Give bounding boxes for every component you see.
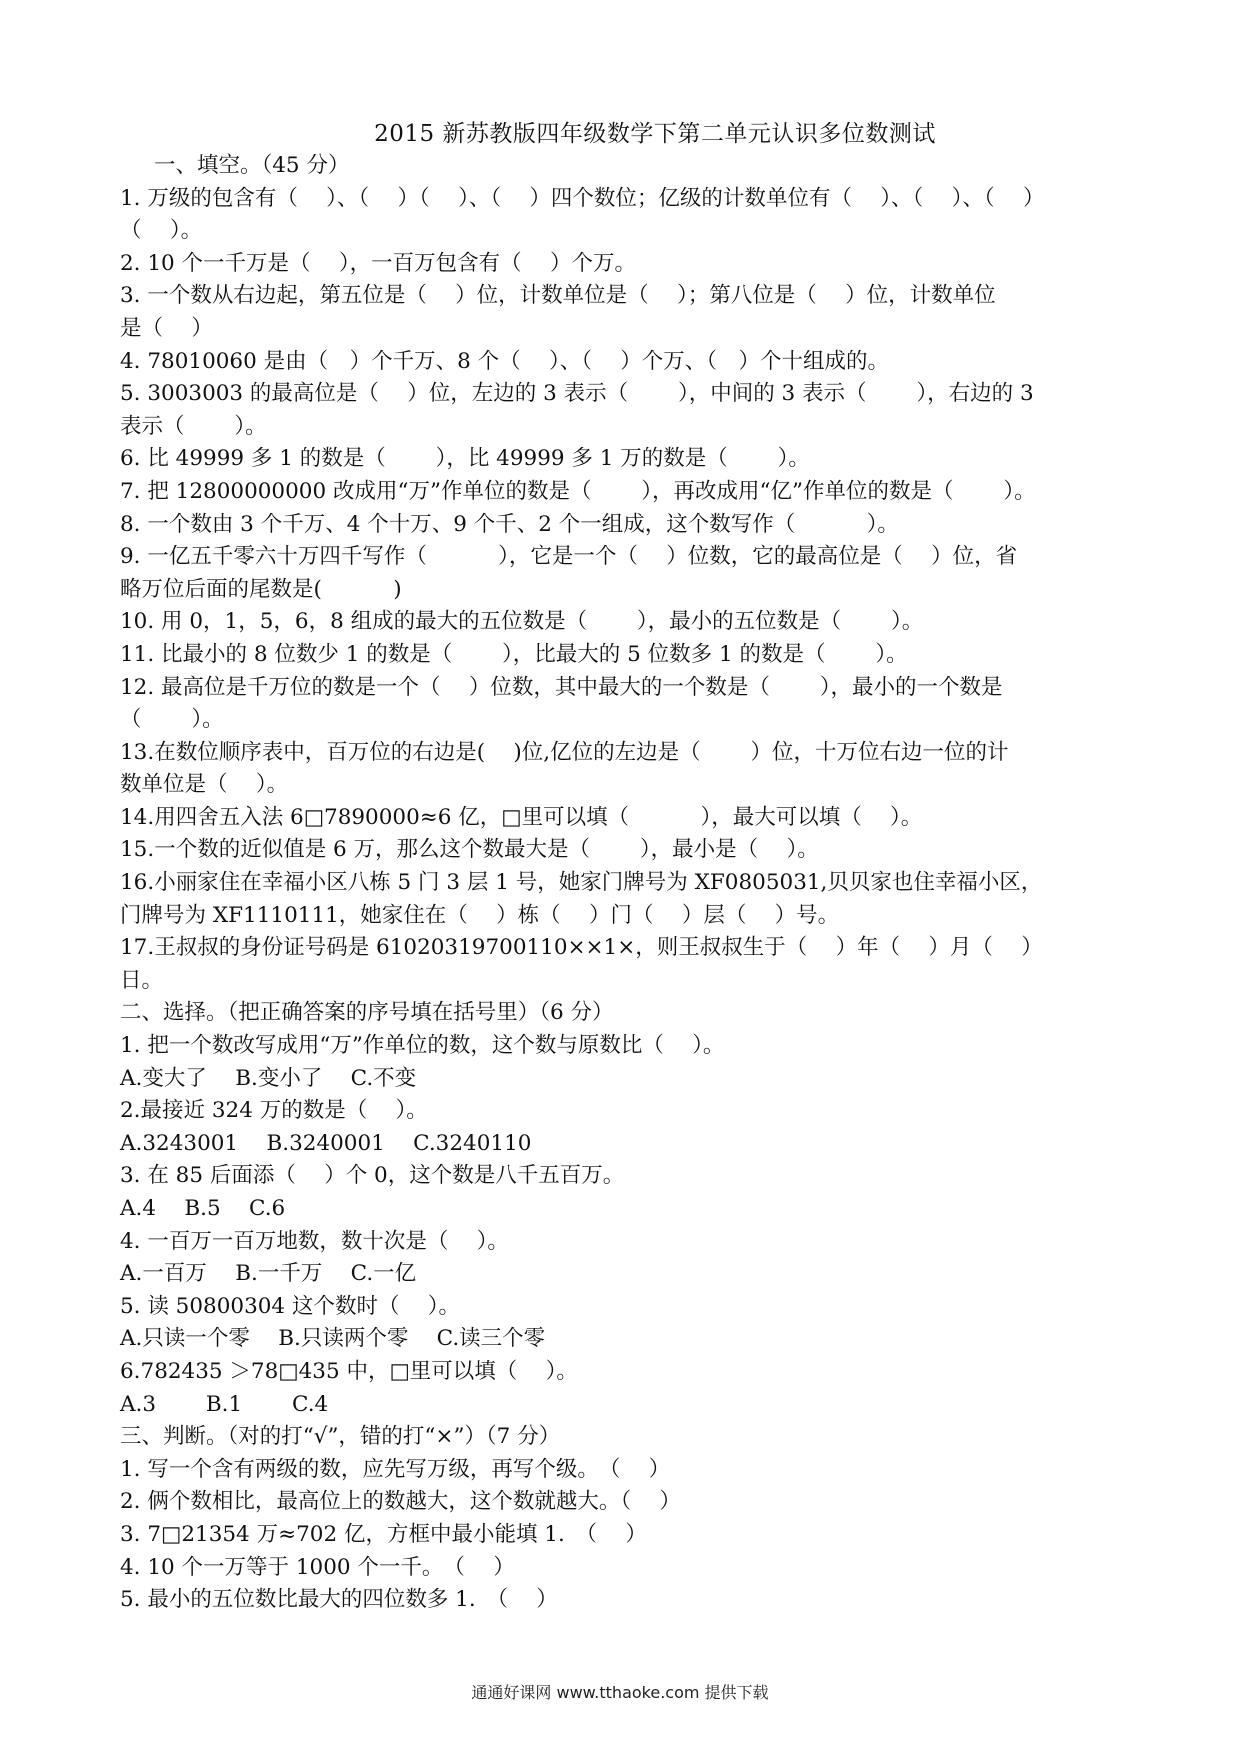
question-line: 表示（ ）。	[120, 413, 267, 439]
options-line: A.3243001 B.3240001 C.3240110	[120, 1130, 532, 1156]
question-line: 10. 用 0，1，5，6，8 组成的最大的五位数是（ ），最小的五位数是（ ）。	[120, 609, 924, 635]
question-line: 1. 万级的包含有（ ）、（ ）（ ）、（ ）四个数位；亿级的计数单位有（ ）、（ ）、（ ）	[120, 185, 1045, 211]
question-line: 门牌号为 XF1110111，她家住在（ ）栋（ ）门（ ）层（ ）号。	[120, 902, 840, 928]
options-line: A.只读一个零 B.只读两个零 C.读三个零	[120, 1326, 546, 1352]
question-line: 5. 最小的五位数比最大的四位数多 1. （ ）	[120, 1587, 558, 1613]
options-line: A.4 B.5 C.6	[120, 1196, 286, 1221]
question-line: 1. 写一个含有两级的数，应先写万级，再写个级。 （ ）	[120, 1456, 671, 1482]
section-2-heading: 二、选择。（把正确答案的序号填在括号里）（6 分）	[120, 1000, 614, 1026]
page-footer: 通通好课网 www.tthaoke.com 提供下载	[471, 1683, 769, 1702]
question-line: 4. 10 个一万等于 1000 个一千。 （ ）	[120, 1554, 515, 1580]
section-3-true-false	[120, 1454, 1130, 1617]
question-line: 是（ ）	[120, 315, 213, 341]
options-line: A.3 B.1 C.4	[120, 1391, 329, 1417]
section-1-fill-in-blanks	[120, 183, 1130, 998]
question-line: 2.最接近 324 万的数是（ ）。	[120, 1098, 428, 1124]
question-line: 6. 比 49999 多 1 的数是（ ），比 49999 多 1 万的数是（ ）。	[120, 446, 810, 472]
question-line: 略万位后面的尾数是( )	[120, 576, 402, 602]
question-line: 6.782435 ＞78□435 中，□里可以填（ ）。	[120, 1358, 578, 1384]
question-line: 2. 俩个数相比，最高位上的数越大，这个数就越大。（ ）	[120, 1489, 681, 1515]
question-line: 5. 3003003 的最高位是（ ）位，左边的 3 表示（ ），中间的 3 表示（ ），右边的 3	[120, 381, 1034, 407]
question-line: 8. 一个数由 3 个千万、4 个十万、9 个千、2 个一组成，这个数写作（ ）。	[120, 511, 899, 537]
question-line: 13.在数位顺序表中，百万位的右边是( )位,亿位的左边是（ ）位，十万位右边一位的计	[120, 739, 1009, 765]
question-line: 9. 一亿五千零六十万四千写作（ ），它是一个（ ）位数，它的最高位是（ ）位，省	[120, 544, 1018, 570]
question-line: 1. 把一个数改写成用“万”作单位的数，这个数与原数比（ ）。	[120, 1033, 725, 1059]
question-line: 11. 比最小的 8 位数少 1 的数是（ ），比最大的 5 位数多 1 的数是（ ）。	[120, 641, 908, 667]
question-line: 3. 7□21354 万≈702 亿，方框中最小能填 1. （ ）	[120, 1521, 647, 1547]
question-line: 14.用四舍五入法 6□7890000≈6 亿，□里可以填（ ），最大可以填（ ）。	[120, 804, 923, 830]
question-line: 12. 最高位是千万位的数是一个（ ）位数，其中最大的一个数是（ ），最小的一个数是	[120, 674, 1003, 700]
question-line: 日。	[120, 967, 164, 993]
section-2-multiple-choice	[120, 1030, 1130, 1421]
question-line: 4. 一百万一百万地数，数十次是（ ）。	[120, 1228, 509, 1254]
section-3-heading: 三、判断。（对的打“√”，错的打“×”）（7 分）	[120, 1424, 561, 1450]
question-line: 7. 把 12800000000 改成用“万”作单位的数是（ ），再改成用“亿”作单位的数是（ ）。	[120, 478, 1036, 504]
question-line: （ ）。	[120, 707, 224, 733]
options-line: A.一百万 B.一千万 C.一亿	[120, 1261, 417, 1287]
question-line: 16.小丽家住在幸福小区八栋 5 门 3 层 1 号，她家门牌号为 XF0805031,贝贝家也住幸福小区，	[120, 870, 1043, 896]
question-line: （ ）。	[120, 218, 203, 244]
question-line: 15.一个数的近似值是 6 万，那么这个数最大是（ ），最小是（ ）。	[120, 837, 819, 863]
options-line: A.变大了 B.变小了 C.不变	[120, 1065, 417, 1091]
worksheet-page	[120, 118, 1130, 1617]
question-line: 3. 在 85 后面添（ ）个 0，这个数是八千五百万。	[120, 1163, 625, 1189]
section-1-heading: 一、填空。（45 分）	[154, 153, 350, 178]
question-line: 数单位是（ ）。	[120, 772, 289, 798]
question-line: 5. 读 50800304 这个数时（ ）。	[120, 1293, 461, 1319]
question-line: 17.王叔叔的身份证号码是 61020319700110××1×，则王叔叔生于（ ）年（ ）月（ ）	[120, 935, 1043, 961]
page-title: 2015 新苏教版四年级数学下第二单元认识多位数测试	[374, 121, 936, 147]
question-line: 3. 一个数从右边起，第五位是（ ）位，计数单位是（ ）；第八位是（ ）位，计数单位	[120, 283, 996, 309]
question-line: 4. 78010060 是由（ ）个千万、8 个（ ）、（ ）个万、（ ）个十组成的。	[120, 348, 890, 374]
question-line: 2. 10 个一千万是（ ），一百万包含有（ ）个万。	[120, 250, 636, 276]
